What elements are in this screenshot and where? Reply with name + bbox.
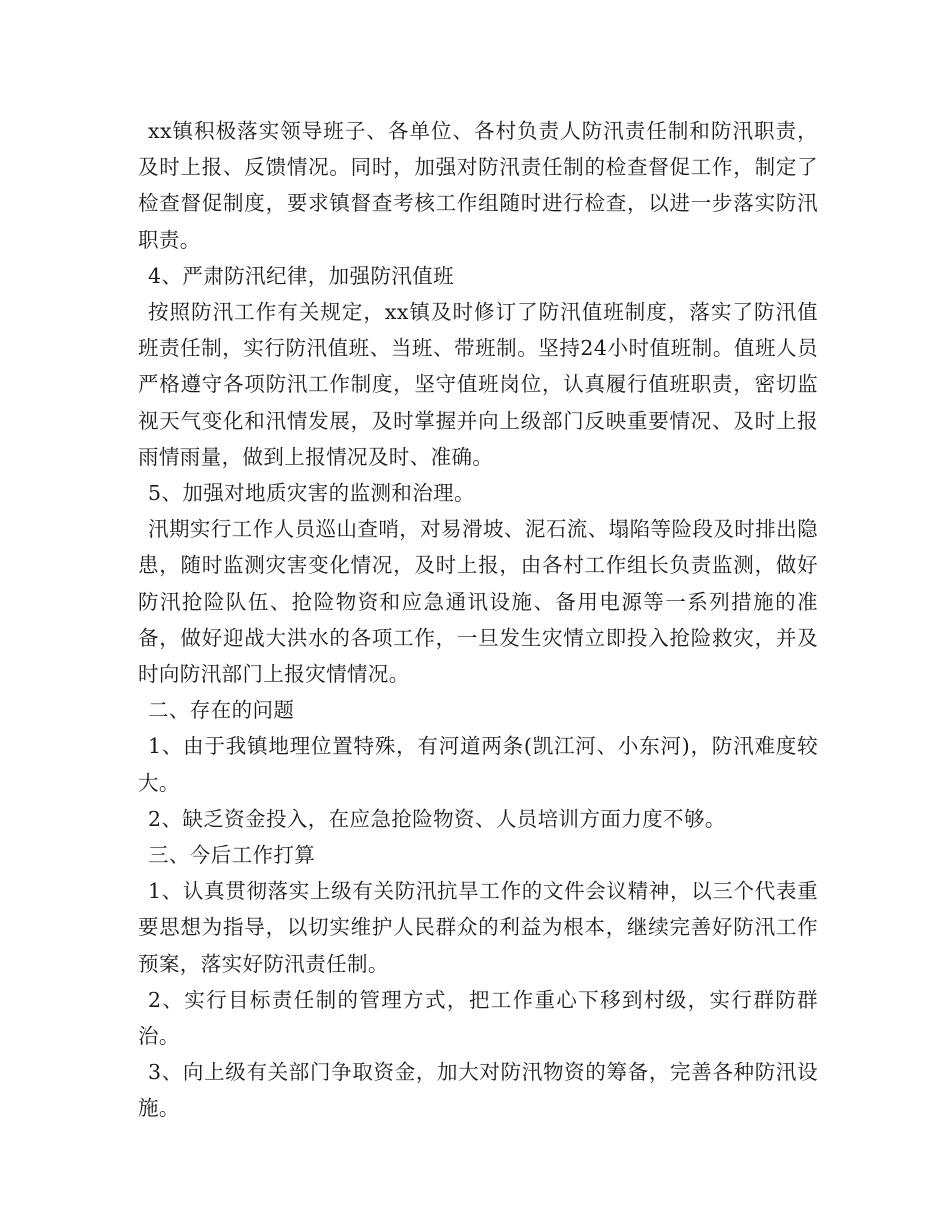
paragraph-plan-2: 2、实行目标责任制的管理方式，把工作重心下移到村级，实行群防群治。 bbox=[138, 987, 818, 1049]
paragraph-duty-system: 按照防汛工作有关规定，xx镇及时修订了防汛值班制度，落实了防汛值班责任制，实行防汛值班、当班、带班制。坚持24小时值班制。值班人员严格遵守各项防汛工作制度，坚守值班岗位，认真履行值班职责，密切监视天气变化和汛情发展，及时掌握并向上级部门反映重要情况、及时上报雨情雨量，做到上报情况及时、准确。 bbox=[138, 300, 818, 469]
paragraph-plan-3: 3、向上级有关部门争取资金，加大对防汛物资的筹备，完善各种防汛设施。 bbox=[138, 1060, 818, 1121]
paragraph-problem-1: 1、由于我镇地理位置特殊，有河道两条(凯江河、小东河)，防汛难度较大。 bbox=[138, 734, 818, 795]
paragraph-problem-2: 2、缺乏资金投入，在应急抢险物资、人员培训方面力度不够。 bbox=[148, 806, 726, 831]
section-heading-4: 4、严肃防汛纪律，加强防汛值班 bbox=[148, 263, 455, 288]
section-heading-future-plans: 三、今后工作打算 bbox=[148, 843, 316, 868]
paragraph-plan-1: 1、认真贯彻落实上级有关防汛抗旱工作的文件会议精神，以三个代表重要思想为指导，以切实维护人民群众的利益为根本，继续完善好防汛工作预案，落实好防汛责任制。 bbox=[138, 879, 818, 976]
paragraph-responsibility: xx镇积极落实领导班子、各单位、各村负责人防汛责任制和防汛职责，及时上报、反馈情况。同时，加强对防汛责任制的检查督促工作，制定了检查督促制度，要求镇督查考核工作组随时进行检查，以进一步落实防汛职责。 bbox=[138, 119, 818, 252]
section-heading-5: 5、加强对地质灾害的监测和治理。 bbox=[148, 481, 475, 506]
paragraph-geological-hazards: 汛期实行工作人员巡山查哨，对易滑坡、泥石流、塌陷等险段及时排出隐患，随时监测灾害变化情况，及时上报，由各村工作组长负责监测，做好防汛抢险队伍、抢险物资和应急通讯设施、备用电源等一系列措施的准备，做好迎战大洪水的各项工作，一旦发生灾情立即投入抢险救灾，并及时向防汛部门上报灾情情况。 bbox=[138, 517, 818, 687]
section-heading-problems: 二、存在的问题 bbox=[148, 698, 295, 723]
document-body bbox=[138, 113, 818, 1127]
